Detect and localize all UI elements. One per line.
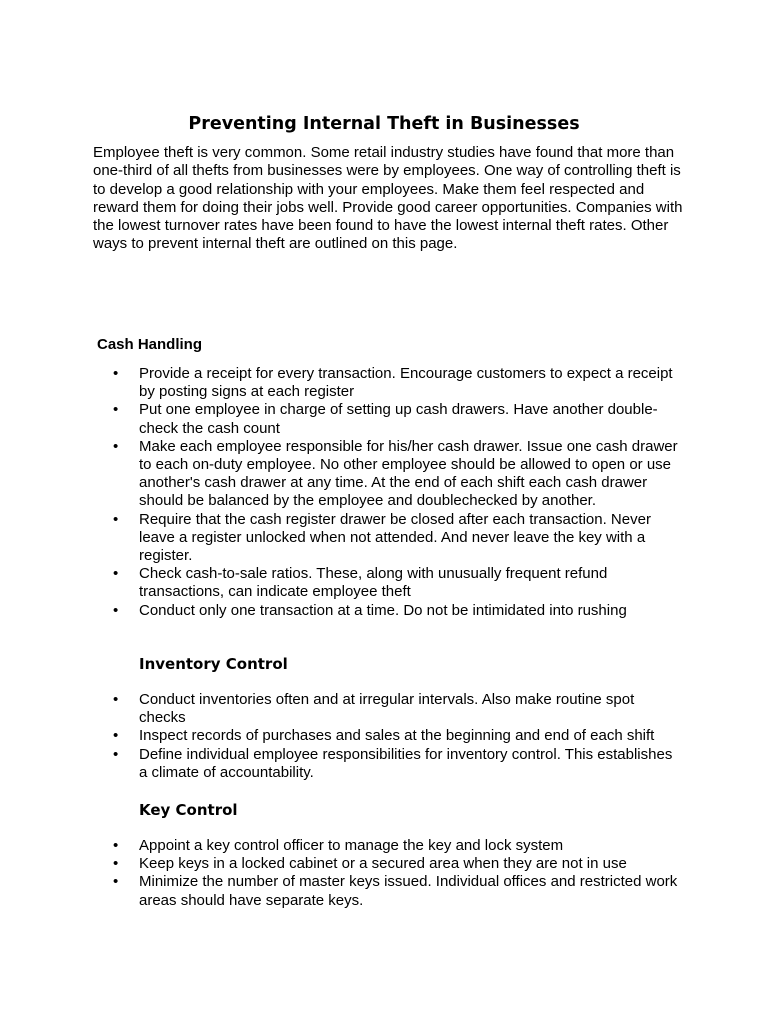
list-item [0,365,679,401]
section-heading-inventory-control: Inventory Control [139,655,288,673]
bullet-icon: • [113,601,119,619]
list-item-text: Appoint a key control officer to manage the key and lock system [139,837,564,854]
intro-paragraph: Employee theft is very common. Some retail industry studies have found that more than one-third of all thefts from businesses were by employees. One way of controlling theft is to develop a good relationship with your employees. Make them feel respected and reward them for doing their jobs well. Provide good career opportunities. Companies with the lowest turnover rates have been found to have the lowest internal theft rates. Other ways to prevent internal theft are outlined on this page. [93,144,683,253]
list-item-text: Conduct inventories often and at irregular intervals. Also make routine spot checks [139,691,635,727]
list-item-text: Check cash-to-sale ratios. These, along with unusually frequent refund transactions, can indicate employee theft [139,565,608,601]
list-item [0,855,679,873]
list-item-text: Keep keys in a locked cabinet or a secured area when they are not in use [139,855,627,873]
bullet-icon: • [113,873,119,891]
list-item-text: Make each employee responsible for his/her cash drawer. Issue one cash drawer to each on-duty employee. No other employee should be allowed to open or use another's cash drawer at any time. At the end of each shift each cash drawer should be balanced by the employee and doublechecked by another. [139,437,678,510]
key-control-list [0,837,768,910]
bullet-icon: • [113,727,119,745]
list-item-text: Inspect records of purchases and sales at the beginning and end of each shift [139,727,655,745]
list-item [0,727,679,745]
bullet-icon: • [113,691,119,708]
list-item-text: Provide a receipt for every transaction. Encourage customers to expect a receipt by posting signs at each register [139,365,673,401]
bullet-icon: • [113,401,119,419]
list-item [0,602,679,620]
inventory-control-list [0,691,768,782]
bullet-icon: • [113,510,119,528]
bullet-icon: • [113,837,119,854]
list-item-text: Define individual employee responsibilities for inventory control. This establishes a climate of accountability. [139,745,673,781]
list-item [0,691,679,727]
list-item [0,565,679,601]
list-item [0,511,679,566]
list-item-text: Minimize the number of master keys issued. Individual offices and restricted work areas should have separate keys. [139,873,678,909]
cash-handling-list [0,365,768,620]
bullet-icon: • [113,365,119,382]
list-item [0,438,679,511]
list-item-text: Conduct only one transaction at a time. Do not be intimidated into rushing [139,601,627,619]
bullet-icon: • [113,855,119,873]
page-title: Preventing Internal Theft in Businesses [188,114,580,134]
list-item [0,401,679,437]
bullet-icon: • [113,745,119,763]
section-heading-cash-handling: Cash Handling [97,336,203,353]
bullet-icon: • [113,437,119,455]
bullet-icon: • [113,565,119,583]
list-item [0,837,679,855]
list-item [0,873,679,909]
list-item [0,746,679,782]
section-heading-key-control: Key Control [139,801,238,819]
list-item-text: Put one employee in charge of setting up cash drawers. Have another double-check the cash count [139,401,658,437]
list-item-text: Require that the cash register drawer be closed after each transaction. Never leave a register unlocked when not attended. And never leave the key with a register. [139,510,651,565]
